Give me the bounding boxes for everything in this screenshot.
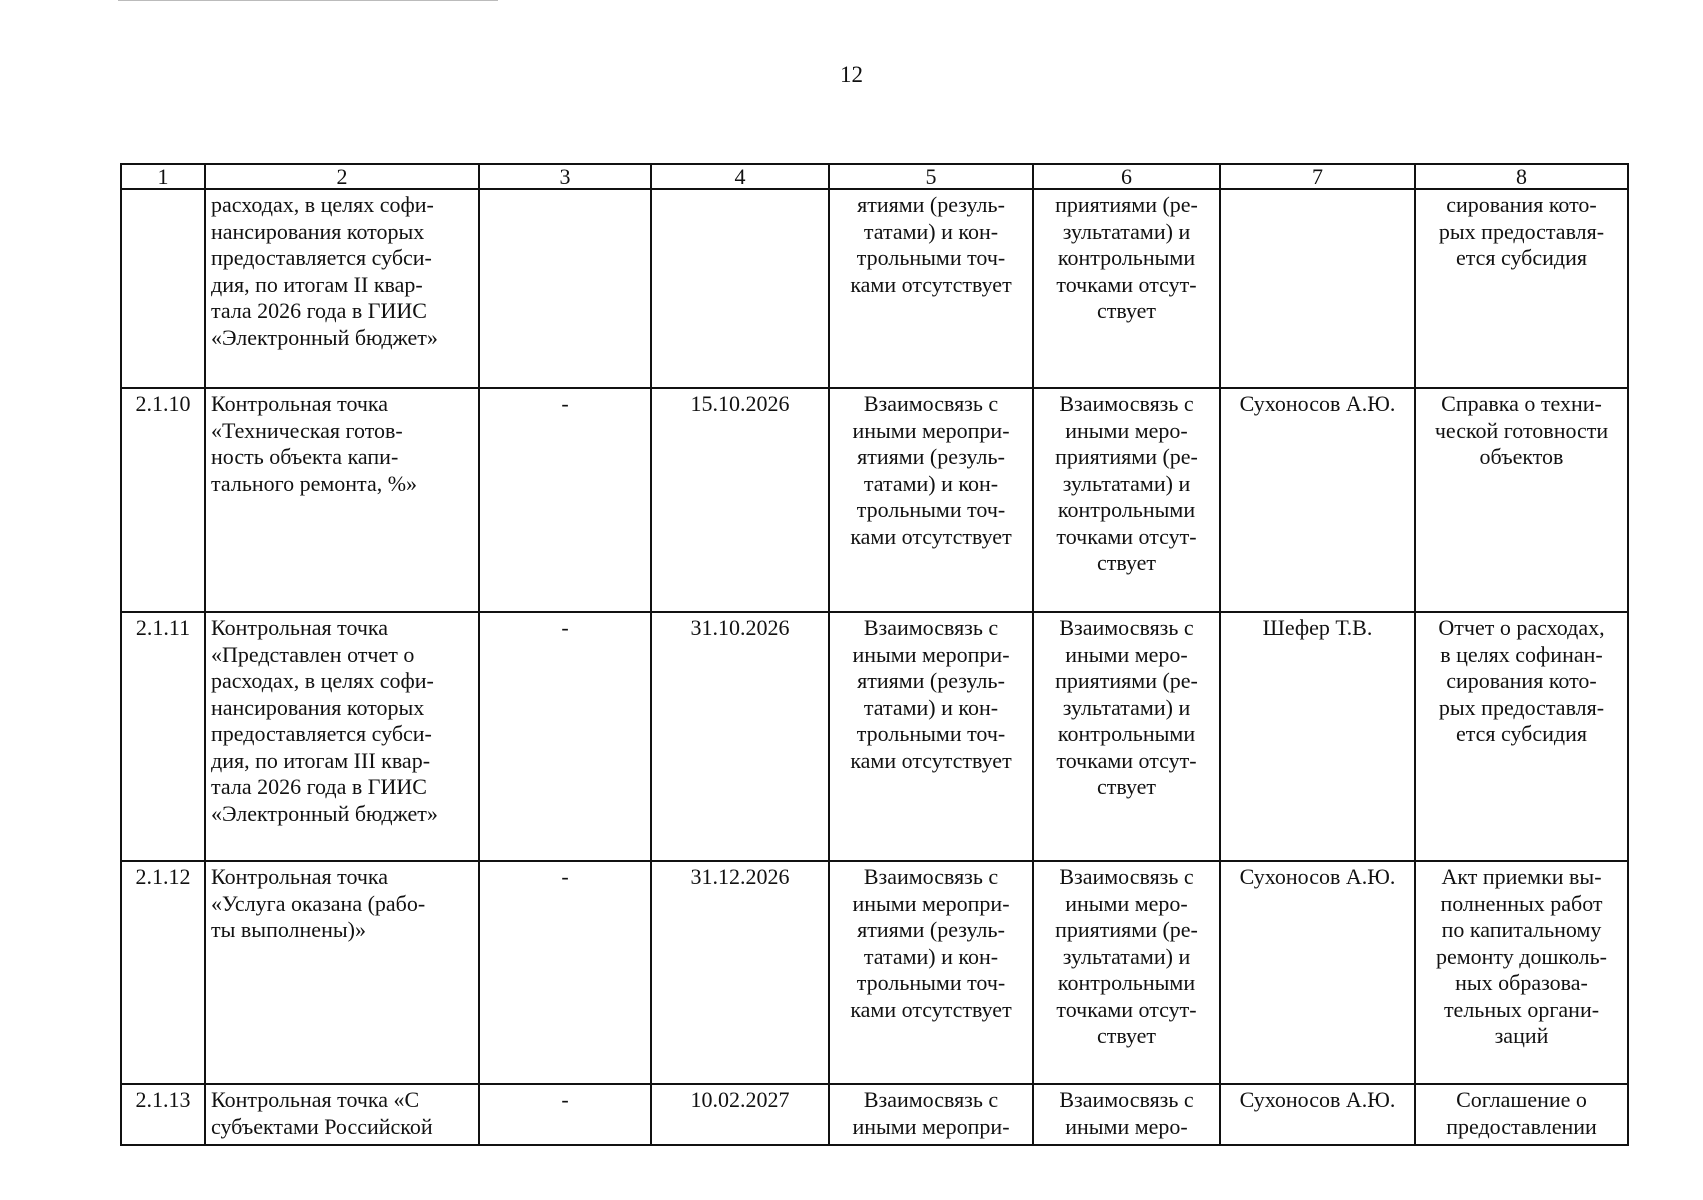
column-header: 7 bbox=[1220, 164, 1415, 189]
cell-line: Контрольная точка «С bbox=[211, 1087, 420, 1112]
cell-line: тала 2026 года в ГИИС bbox=[211, 298, 427, 323]
cell-line: субъектами Российской bbox=[211, 1113, 433, 1139]
document-cell bbox=[1415, 612, 1628, 861]
cell-line: контрольными bbox=[1057, 970, 1196, 995]
cell-line: предоставлении bbox=[1446, 1113, 1597, 1139]
cell-line: Справка о техни- bbox=[1441, 391, 1602, 416]
cell-line: контрольными bbox=[1057, 721, 1196, 746]
column-header: 1 bbox=[121, 164, 205, 189]
table-row bbox=[121, 612, 1628, 861]
cell-line: татами) и кон- bbox=[863, 218, 999, 244]
relation-results-cell bbox=[1033, 189, 1220, 388]
cell-line: Акт приемки вы- bbox=[1441, 864, 1602, 889]
events-table bbox=[120, 163, 1629, 1146]
cell-line: приятиями (ре- bbox=[1055, 668, 1198, 693]
cell-line: точками отсут- bbox=[1056, 523, 1197, 549]
relation-events-cell bbox=[829, 189, 1033, 388]
cell-line: иными меро- bbox=[1065, 417, 1188, 443]
date-cell: 31.10.2026 bbox=[651, 612, 829, 861]
cell-line: ками отсутствует bbox=[850, 271, 1012, 297]
cell-line: сирования кото- bbox=[1446, 668, 1597, 693]
cell-line: трольными точ- bbox=[856, 970, 1006, 995]
column-header: 3 bbox=[479, 164, 651, 189]
responsible-cell: Сухоносов А.Ю. bbox=[1220, 861, 1415, 1084]
cell-line: зультатами) и bbox=[1062, 694, 1191, 720]
column-header: 6 bbox=[1033, 164, 1220, 189]
relation-results-cell bbox=[1033, 861, 1220, 1084]
cell-line: точками отсут- bbox=[1056, 747, 1197, 773]
row-number-cell: 2.1.12 bbox=[121, 861, 205, 1084]
cell-line: контрольными bbox=[1057, 497, 1196, 522]
document-cell bbox=[1415, 189, 1628, 388]
cell-line: тального ремонта, %» bbox=[211, 470, 418, 496]
cell-line: «Техническая готов- bbox=[211, 417, 403, 443]
cell-line: ческой готовности bbox=[1434, 417, 1609, 443]
cell-line: иными меро- bbox=[1065, 1113, 1188, 1139]
cell-line: контрольными bbox=[1057, 245, 1196, 270]
row-number-cell: 2.1.13 bbox=[121, 1084, 205, 1145]
cell-line: дия, по итогам III квар- bbox=[211, 747, 431, 773]
responsible-cell bbox=[1220, 189, 1415, 388]
cell-line: точками отсут- bbox=[1056, 996, 1197, 1022]
document-cell bbox=[1415, 1084, 1628, 1145]
cell-line: ется субсидия bbox=[1455, 245, 1588, 270]
cell-line: Взаимосвязь с bbox=[863, 615, 999, 640]
cell-line: Взаимосвязь с bbox=[1059, 615, 1194, 640]
column-header: 4 bbox=[651, 164, 829, 189]
cell-line: «Услуга оказана (рабо- bbox=[211, 890, 426, 916]
cell-line: Взаимосвязь с bbox=[863, 391, 999, 416]
cell-line: тала 2026 года в ГИИС bbox=[211, 774, 427, 799]
column-3-cell: - bbox=[479, 1084, 651, 1145]
cell-line: предоставляется субси- bbox=[211, 721, 432, 746]
relation-events-cell bbox=[829, 388, 1033, 612]
column-3-cell: - bbox=[479, 388, 651, 612]
cell-line: ятиями (резуль- bbox=[857, 192, 1005, 217]
event-name-cell bbox=[205, 189, 479, 388]
cell-line: «Представлен отчет о bbox=[211, 641, 415, 667]
cell-line: приятиями (ре- bbox=[1055, 192, 1198, 217]
responsible-cell: Сухоносов А.Ю. bbox=[1220, 388, 1415, 612]
cell-line: зультатами) и bbox=[1062, 943, 1191, 969]
cell-line: трольными точ- bbox=[856, 721, 1006, 746]
cell-line: Контрольная точка bbox=[211, 615, 389, 640]
event-name-cell bbox=[205, 388, 479, 612]
cell-line: иными меропри- bbox=[852, 1113, 1010, 1139]
column-3-cell: - bbox=[479, 612, 651, 861]
cell-line: ками отсутствует bbox=[850, 996, 1012, 1022]
date-cell: 31.12.2026 bbox=[651, 861, 829, 1084]
cell-line: расходах, в целях софи- bbox=[211, 668, 434, 693]
cell-line: приятиями (ре- bbox=[1055, 917, 1198, 942]
cell-line: ность объекта капи- bbox=[211, 444, 399, 469]
document-cell bbox=[1415, 861, 1628, 1084]
cell-line: «Электронный бюджет» bbox=[211, 800, 438, 826]
cell-line: нансирования которых bbox=[211, 694, 425, 720]
cell-line: рых предоставля- bbox=[1438, 694, 1605, 720]
column-header: 8 bbox=[1415, 164, 1628, 189]
cell-line: ствует bbox=[1096, 298, 1157, 323]
cell-line: ятиями (резуль- bbox=[857, 444, 1005, 469]
header-row bbox=[121, 164, 1628, 189]
relation-events-cell bbox=[829, 1084, 1033, 1145]
cell-line: сирования кото- bbox=[1446, 192, 1597, 217]
cell-line: ных образова- bbox=[1455, 970, 1588, 995]
cell-line: Контрольная точка bbox=[211, 391, 389, 416]
cell-line: по капитальному bbox=[1441, 917, 1602, 942]
cell-line: Взаимосвязь с bbox=[1059, 1087, 1194, 1112]
column-3-cell bbox=[479, 189, 651, 388]
cell-line: Взаимосвязь с bbox=[1059, 864, 1194, 889]
cell-line: дия, по итогам II квар- bbox=[211, 271, 423, 297]
cell-line: трольными точ- bbox=[856, 245, 1006, 270]
date-cell bbox=[651, 189, 829, 388]
table-row bbox=[121, 189, 1628, 388]
responsible-cell: Шефер Т.В. bbox=[1220, 612, 1415, 861]
cell-line: ятиями (резуль- bbox=[857, 917, 1005, 942]
relation-results-cell bbox=[1033, 612, 1220, 861]
cell-line: Соглашение о bbox=[1456, 1087, 1587, 1112]
cell-line: иными меропри- bbox=[852, 641, 1010, 667]
cell-line: ется субсидия bbox=[1455, 721, 1588, 746]
cell-line: точками отсут- bbox=[1056, 271, 1197, 297]
cell-line: Взаимосвязь с bbox=[863, 1087, 999, 1112]
table-row bbox=[121, 861, 1628, 1084]
event-name-cell bbox=[205, 1084, 479, 1145]
cell-line: Взаимосвязь с bbox=[1059, 391, 1194, 416]
cell-line: иными меро- bbox=[1065, 641, 1188, 667]
cell-line: зультатами) и bbox=[1062, 218, 1191, 244]
column-header: 5 bbox=[829, 164, 1033, 189]
relation-events-cell bbox=[829, 861, 1033, 1084]
row-number-cell: 2.1.10 bbox=[121, 388, 205, 612]
cell-line: трольными точ- bbox=[856, 497, 1006, 522]
cell-line: иными меропри- bbox=[852, 890, 1010, 916]
event-name-cell bbox=[205, 612, 479, 861]
table-row bbox=[121, 1084, 1628, 1145]
cell-line: ствует bbox=[1096, 774, 1157, 799]
cell-line: ствует bbox=[1096, 1023, 1157, 1048]
cell-line: зультатами) и bbox=[1062, 470, 1191, 496]
cell-line: ками отсутствует bbox=[850, 747, 1012, 773]
cell-line: ствует bbox=[1096, 550, 1157, 575]
cell-line: полненных работ bbox=[1440, 890, 1603, 916]
cell-line: ремонту дошколь- bbox=[1435, 943, 1608, 969]
table-row bbox=[121, 388, 1628, 612]
cell-line: рых предоставля- bbox=[1438, 218, 1605, 244]
cell-line: предоставляется субси- bbox=[211, 245, 432, 270]
date-cell: 10.02.2027 bbox=[651, 1084, 829, 1145]
responsible-cell: Сухоносов А.Ю. bbox=[1220, 1084, 1415, 1145]
cell-line: в целях софинан- bbox=[1440, 641, 1603, 667]
cell-line: иными меро- bbox=[1065, 890, 1188, 916]
row-number-cell bbox=[121, 189, 205, 388]
row-number-cell: 2.1.11 bbox=[121, 612, 205, 861]
relation-events-cell bbox=[829, 612, 1033, 861]
cell-line: татами) и кон- bbox=[863, 470, 999, 496]
cell-line: иными меропри- bbox=[852, 417, 1010, 443]
cell-line: заций bbox=[1494, 1023, 1549, 1048]
cell-line: тельных органи- bbox=[1443, 996, 1600, 1022]
cell-line: «Электронный бюджет» bbox=[211, 324, 438, 350]
date-cell: 15.10.2026 bbox=[651, 388, 829, 612]
cell-line: Контрольная точка bbox=[211, 864, 389, 889]
cell-line: объектов bbox=[1479, 444, 1564, 469]
cell-line: татами) и кон- bbox=[863, 943, 999, 969]
relation-results-cell bbox=[1033, 1084, 1220, 1145]
cell-line: приятиями (ре- bbox=[1055, 444, 1198, 469]
cell-line: Взаимосвязь с bbox=[863, 864, 999, 889]
cell-line: расходах, в целях софи- bbox=[211, 192, 434, 217]
event-name-cell bbox=[205, 861, 479, 1084]
relation-results-cell bbox=[1033, 388, 1220, 612]
cell-line: Отчет о расходах, bbox=[1438, 615, 1605, 640]
column-header: 2 bbox=[205, 164, 479, 189]
cell-line: нансирования которых bbox=[211, 218, 425, 244]
cell-line: ятиями (резуль- bbox=[857, 668, 1005, 693]
document-cell bbox=[1415, 388, 1628, 612]
cell-line: татами) и кон- bbox=[863, 694, 999, 720]
cell-line: ты выполнены)» bbox=[211, 917, 366, 942]
top-rule-fragment bbox=[118, 0, 498, 3]
cell-line: ками отсутствует bbox=[850, 523, 1012, 549]
column-3-cell: - bbox=[479, 861, 651, 1084]
page-number: 12 bbox=[840, 62, 863, 87]
